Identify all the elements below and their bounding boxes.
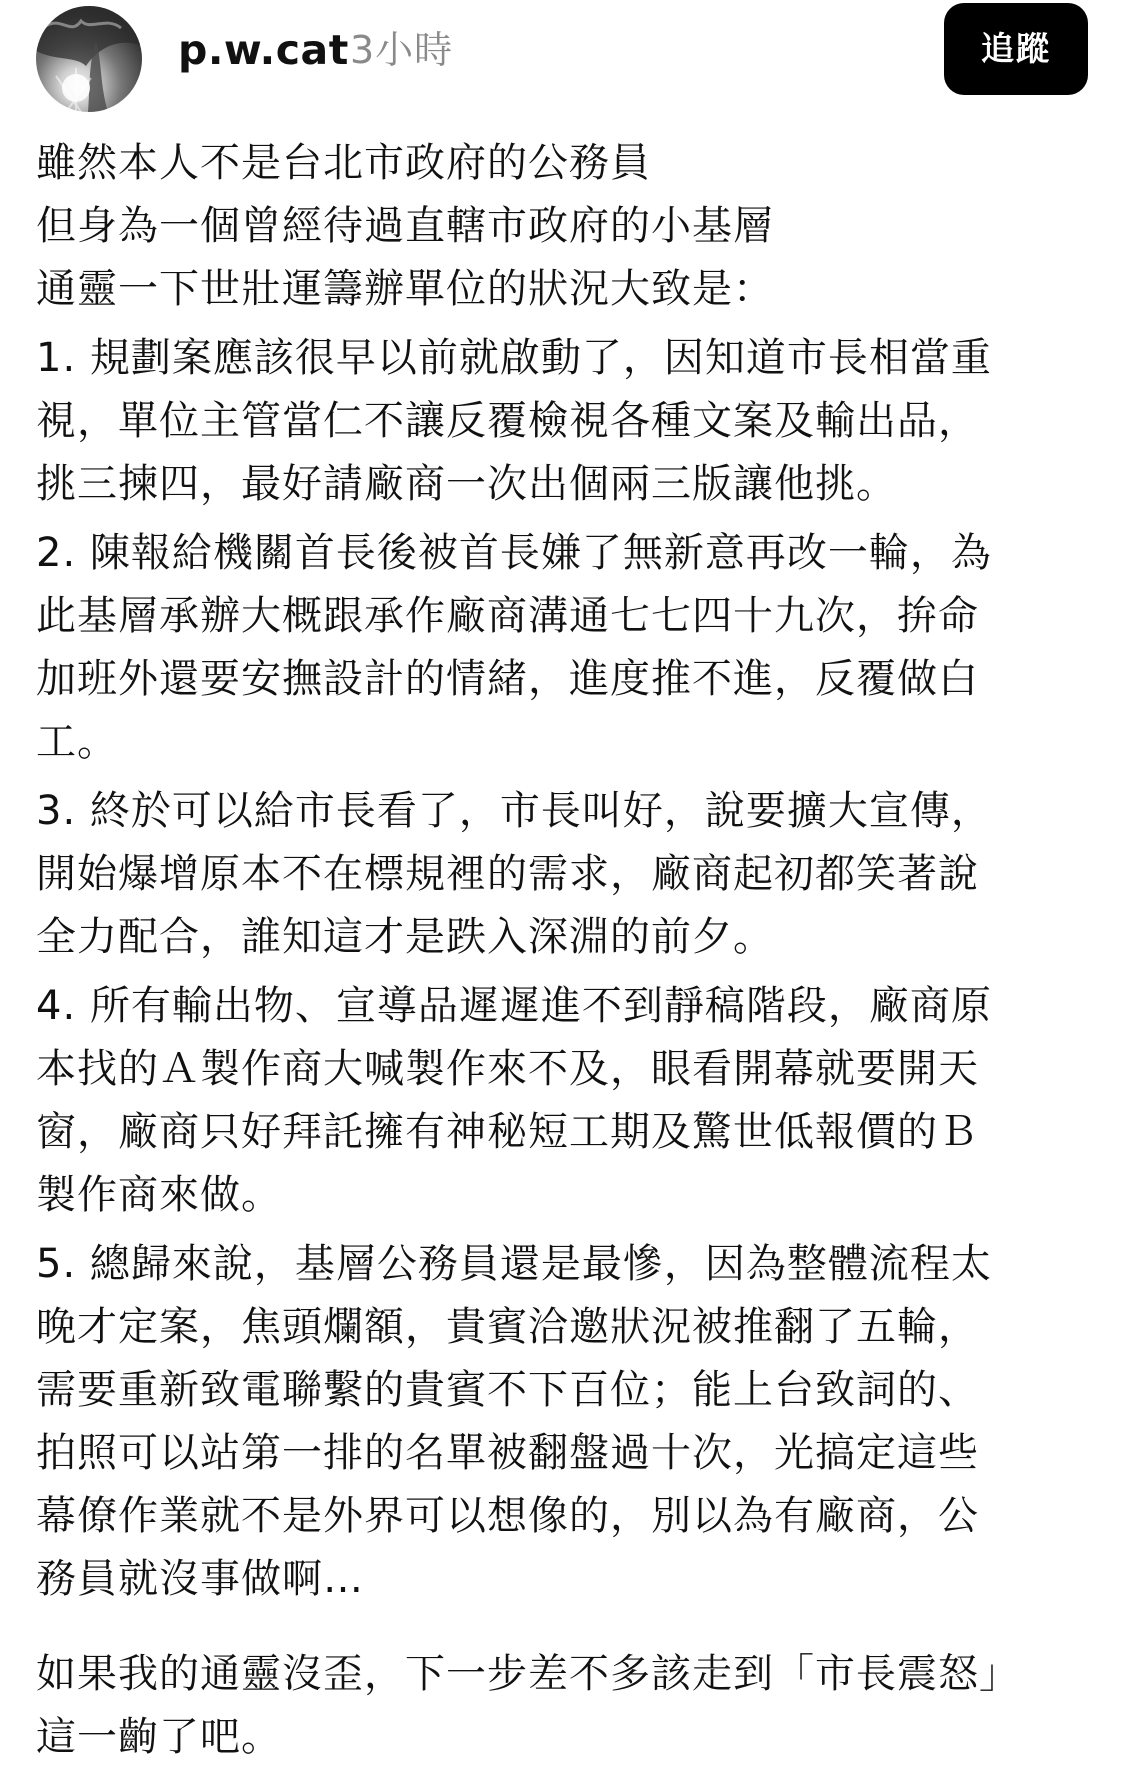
intro-line: 通靈一下世壯運籌辦單位的狀況大致是： [36,266,774,312]
username[interactable]: p.w.cat [178,26,349,74]
point-line: 挑三揀四，最好請廠商一次出個兩三版讓他挑。 [36,461,897,507]
point-line: 務員就沒事做啊… [36,1556,364,1602]
point-line: 2. 陳報給機關首長後被首長嫌了無新意再改一輪，為 [36,530,992,576]
post-timestamp: 3小時 [350,28,454,72]
closing-line: 如果我的通靈沒歪，下一步差不多該走到「市長震怒」 [36,1651,1020,1697]
post-header [0,0,1125,112]
point-4 [36,975,1081,1227]
point-line: 窗，廠商只好拜託擁有神秘短工期及驚世低報價的Ｂ [36,1109,979,1155]
intro-paragraph [36,132,1081,321]
follow-button[interactable]: 追蹤 [944,3,1088,95]
point-line: 拍照可以站第一排的名單被翻盤過十次，光搞定這些 [36,1430,979,1476]
closing-line: 這一齣了吧。 [36,1714,282,1760]
avatar-photo-icon [36,6,142,112]
intro-line: 雖然本人不是台北市政府的公務員 [36,140,651,186]
point-line: 晚才定案，焦頭爛額，貴賓洽邀狀況被推翻了五輪， [36,1304,979,1350]
point-line: 此基層承辦大概跟承作廠商溝通七七四十九次，拚命 [36,593,979,639]
point-line: 5. 總歸來說，基層公務員還是最慘，因為整體流程太 [36,1241,992,1287]
avatar[interactable] [36,6,142,112]
point-line: 3. 終於可以給市長看了，市長叫好，說要擴大宣傳， [36,788,992,834]
point-line: 全力配合，誰知這才是跌入深淵的前夕。 [36,914,774,960]
point-line: 本找的Ａ製作商大喊製作來不及，眼看開幕就要開天 [36,1046,979,1092]
point-line: 需要重新致電聯繫的貴賓不下百位；能上台致詞的、 [36,1367,979,1413]
point-2 [36,522,1081,774]
point-line: 製作商來做。 [36,1172,282,1218]
point-line: 幕僚作業就不是外界可以想像的，別以為有廠商，公 [36,1493,979,1539]
point-1 [36,327,1081,516]
point-line: 1. 規劃案應該很早以前就啟動了，因知道市長相當重 [36,335,992,381]
point-line: 工。 [36,719,118,765]
point-line: 4. 所有輸出物、宣導品遲遲進不到靜稿階段，廠商原 [36,983,992,1029]
point-5 [36,1233,1081,1611]
intro-line: 但身為一個曾經待過直轄市政府的小基層 [36,203,774,249]
point-line: 開始爆增原本不在標規裡的需求，廠商起初都笑著說 [36,851,979,897]
point-3 [36,780,1081,969]
closing-paragraph [36,1643,1081,1769]
point-line: 視，單位主管當仁不讓反覆檢視各種文案及輸出品， [36,398,979,444]
post-body-text [36,132,1081,1769]
point-line: 加班外還要安撫設計的情緒，進度推不進，反覆做白 [36,656,979,702]
